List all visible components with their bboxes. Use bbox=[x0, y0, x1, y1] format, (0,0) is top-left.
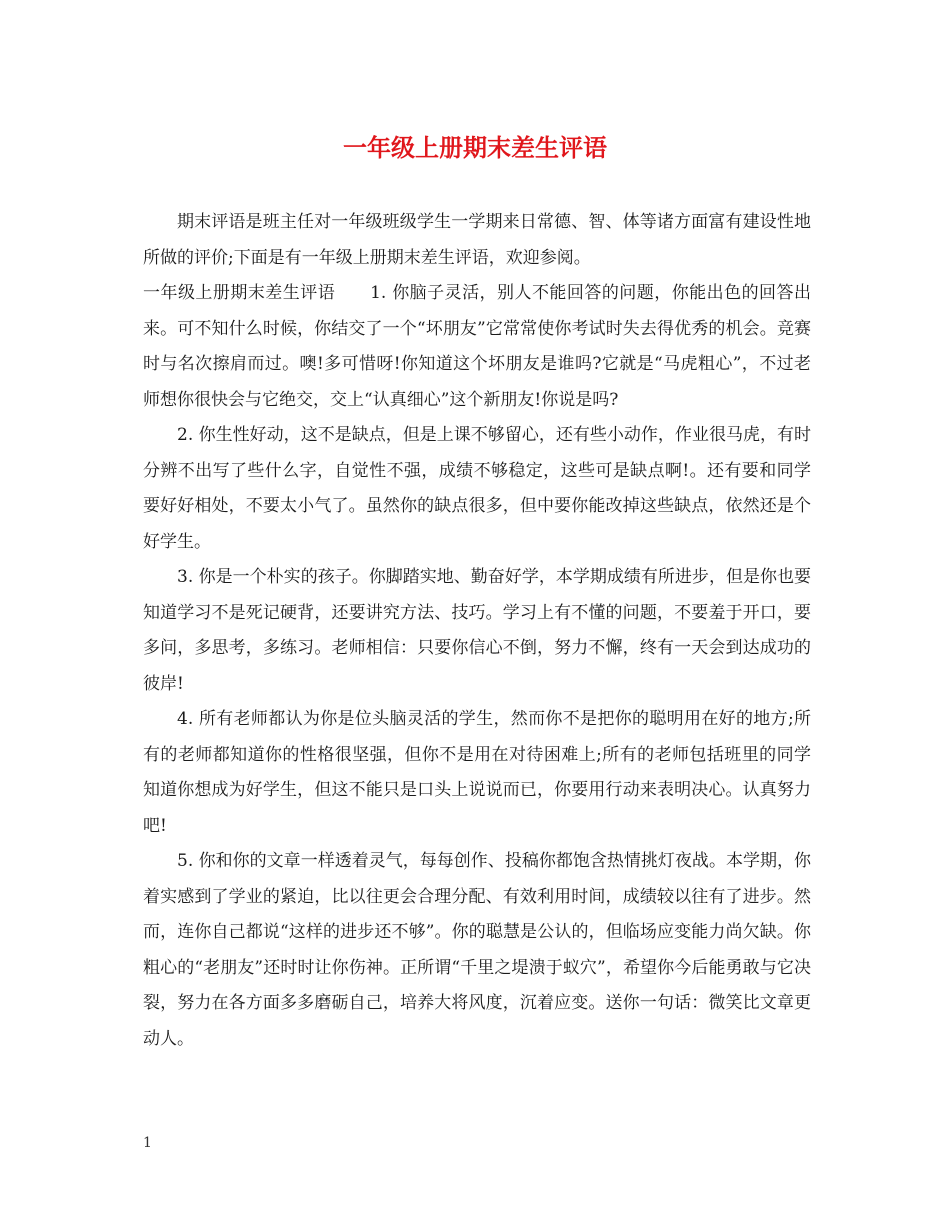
comment-paragraph-4: 4. 所有老师都认为你是位头脑灵活的学生，然而你不是把你的聪明用在好的地方;所有的老师都知道你的性格很坚强，但你不是用在对待困难上;所有的老师包括班里的同学知道你想成为好学生，但这不能只是口头上说说而已，你要用行动来表明决心。认真努力吧! bbox=[143, 709, 811, 836]
page-number: 1 bbox=[143, 1135, 152, 1151]
comment-paragraph-1: 一年级上册期末差生评语 1. 你脑子灵活，别人不能回答的问题，你能出色的回答出来。可不知什么时候，你结交了一个“坏朋友”它常常使你考试时失去得优秀的机会。竞赛时与名次擦肩而过。噢!多可惜呀!你知道这个坏朋友是谁吗?它就是“马虎粗心”，不过老师想你很快会与它绝交，交上“认真细心”这个新朋友!你说是吗? bbox=[143, 283, 811, 410]
comment-paragraph-5: 5. 你和你的文章一样透着灵气，每每创作、投稿你都饱含热情挑灯夜战。本学期，你着实感到了学业的紧迫，比以往更会合理分配、有效利用时间，成绩较以往有了进步。然而，连你自己都说“这样的进步还不够”。你的聪慧是公认的，但临场应变能力尚欠缺。你粗心的“老朋友”还时时让你伤神。正所谓“千里之堤溃于蚁穴”，希望你今后能勇敢与它决裂，努力在各方面多多磨砺自己，培养大将风度，沉着应变。送你一句话：微笑比文章更动人。 bbox=[143, 851, 811, 1049]
document-body bbox=[143, 205, 811, 1057]
intro-paragraph: 期末评语是班主任对一年级班级学生一学期来日常德、智、体等诸方面富有建设性地所做的评价;下面是有一年级上册期末差生评语，欢迎参阅。 bbox=[143, 212, 811, 268]
document-title: 一年级上册期末差生评语 bbox=[343, 133, 607, 162]
comment-paragraph-2: 2. 你生性好动，这不是缺点，但是上课不够留心，还有些小动作，作业很马虎，有时分辨不出写了些什么字，自觉性不强，成绩不够稳定，这些可是缺点啊!。还有要和同学要好好相处，不要太小气了。虽然你的缺点很多，但中要你能改掉这些缺点，依然还是个好学生。 bbox=[143, 425, 811, 552]
comment-paragraph-3: 3. 你是一个朴实的孩子。你脚踏实地、勤奋好学，本学期成绩有所进步，但是你也要知道学习不是死记硬背，还要讲究方法、技巧。学习上有不懂的问题，不要羞于开口，要多问，多思考，多练习。老师相信：只要你信心不倒，努力不懈，终有一天会到达成功的彼岸! bbox=[143, 567, 811, 694]
